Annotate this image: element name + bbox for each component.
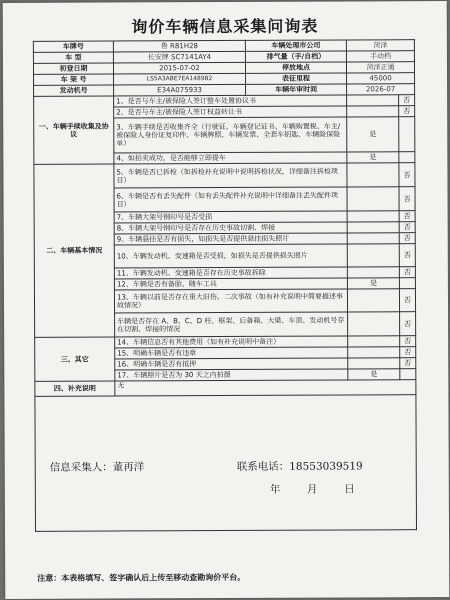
answer-no: 否 [399, 106, 415, 117]
collector [50, 459, 145, 474]
date-year: 年 [269, 483, 281, 496]
inspection-label: 车辆年审时间 [246, 84, 347, 95]
engine-label: 发动机号 [34, 85, 114, 96]
question-row: 16、明确车辆是否有抵押 [115, 358, 348, 370]
question-row: 3、车辆手续是否收集齐全（行驶证、车辆登记证书、车辆购置税、车主/被保险人身份证复印件、车辆牌照、车辆发票、全套车钥匙、车辆险保险单） [114, 117, 347, 153]
answer-yes: 是 [347, 278, 399, 289]
engine-value: E34A075933 [114, 84, 246, 96]
answer-no [399, 278, 415, 289]
answer-yes [347, 163, 399, 187]
answer-yes [347, 222, 399, 233]
answer-no: 否 [399, 95, 415, 106]
vin-value: LS5A3ABE7EA148982 [114, 73, 246, 85]
date-day: 日 [344, 483, 355, 496]
footer-note: 注意：本表格填写、签字确认后上传至移动查勘询价平台。 [37, 572, 246, 583]
date-month: 月 [306, 483, 318, 496]
phone-number: 18553039519 [289, 460, 363, 473]
answer-no: 否 [399, 244, 415, 267]
model-value: 长安牌 SC7141AY4 [113, 51, 245, 63]
collector-label: 信息采集人： [49, 461, 113, 474]
question-row: 13、车辆以前是否存在重大旧伤、二次事故（如有补充说明中简要描述事故情况） [114, 289, 347, 313]
section-vehicle-basics: 二、车辆基本情况 [34, 164, 115, 337]
answer-yes [347, 289, 399, 312]
unit-value: 菏泽 [346, 40, 414, 51]
question-row: 11、车辆发动机、变速箱是否存在历史事故拆除 [114, 267, 347, 279]
displacement-label: 排气量（手/自档） [245, 51, 346, 62]
model-label: 车 型 [33, 52, 113, 63]
answer-yes [348, 312, 400, 336]
mileage-value: 45000 [347, 73, 415, 84]
collector-name: 董再洋 [112, 461, 145, 474]
answer-no: 否 [399, 187, 415, 211]
phone-label: 联系电话： [236, 460, 290, 473]
section-procedures: 一、车辆手续收集及协议 [34, 96, 114, 164]
answer-yes [347, 211, 399, 222]
answer-yes [347, 95, 399, 106]
answer-no: 否 [399, 289, 415, 312]
answer-no: 否 [400, 358, 416, 369]
answer-yes [347, 106, 399, 117]
register-date-value: 2015-07-02 [113, 62, 245, 74]
answer-no: 否 [400, 312, 416, 336]
unit-label: 车辆处理市公司 [245, 40, 346, 51]
answer-yes [347, 244, 399, 267]
question-row: 5、车辆是否已拆检（如拆检补充说明中说明拆检状况，详细备注拆检项目） [114, 163, 347, 188]
question-row: 9、车辆悬挂是否有损失，如损失是否提供悬挂损失照片 [114, 233, 347, 245]
inspection-value: 2026-07 [347, 84, 415, 95]
answer-yes [347, 267, 399, 278]
answer-yes [348, 358, 400, 369]
parking-label: 停放地点 [245, 62, 346, 73]
date-line [270, 481, 355, 496]
question-row: 8、车辆大架号钢印号是否存在历史事故切割、焊接 [114, 222, 347, 234]
answer-no: 否 [399, 163, 415, 187]
document-page [3, 1, 450, 599]
answer-yes: 是 [348, 369, 400, 380]
question-row: 1、是否与车主/被保险人签订整车处置协议书 [114, 95, 347, 107]
answer-yes: 是 [347, 117, 399, 152]
question-row: 10、车辆发动机、变速箱是否受损，如损失是否提供损失照片 [114, 244, 347, 268]
register-date-label: 初登日期 [33, 63, 113, 74]
answer-no: 否 [399, 222, 415, 233]
question-row: 4、如拍卖成功，是否能够立即提车 [114, 152, 347, 164]
answer-yes: 是 [347, 152, 399, 163]
answer-no [399, 117, 415, 152]
mileage-label: 表征里程 [246, 73, 347, 84]
supplement-value: 无 [115, 380, 416, 396]
section-other: 三、其它 [35, 337, 115, 381]
parking-value: 菏泽正通 [346, 62, 414, 73]
plate-label: 车牌号 [33, 41, 113, 52]
answer-no: 否 [400, 347, 416, 358]
answer-no: 否 [399, 211, 415, 222]
answer-no [399, 152, 415, 163]
question-row: 14、车辆信息否有其他费用（如有补充说明中备注） [115, 336, 348, 348]
answer-no: 否 [400, 336, 416, 347]
phone [237, 458, 363, 474]
question-row: 6、车辆是否有丢失配件（如有丢失配件补充说明中详细备注丢失配件项目） [114, 187, 347, 212]
question-row: 2、是否与车主/被保险人签订权益转让书 [114, 106, 347, 118]
answer-yes [347, 233, 399, 244]
question-row: 7、车辆大架号钢印号是否受损 [114, 211, 347, 223]
document-title: 询价车辆信息采集问询表 [131, 16, 319, 37]
displacement-value: 手动档 [346, 51, 414, 62]
answer-yes [348, 336, 400, 347]
answer-yes [348, 347, 400, 358]
answer-no: 否 [399, 233, 415, 244]
question-row: 15、明确车辆是否有违章 [115, 347, 348, 359]
answer-yes [347, 187, 399, 211]
section-supplement: 四、补充说明 [35, 381, 115, 396]
answer-no [400, 369, 416, 380]
plate-value: 鲁 R81H28 [113, 40, 245, 52]
question-row: 17、车辆照片是否为 30 天之内拍摄 [115, 369, 348, 381]
vin-label: 车 架 号 [34, 74, 114, 85]
question-row: 12、车辆是否有备胎、随车工具 [114, 278, 347, 290]
answer-no: 否 [399, 267, 415, 278]
question-row: 车辆是否存在 A、B、C、D 柱、框架、后备箱、大梁、车顶、发动机号存在切割、焊接的情况 [115, 312, 348, 337]
